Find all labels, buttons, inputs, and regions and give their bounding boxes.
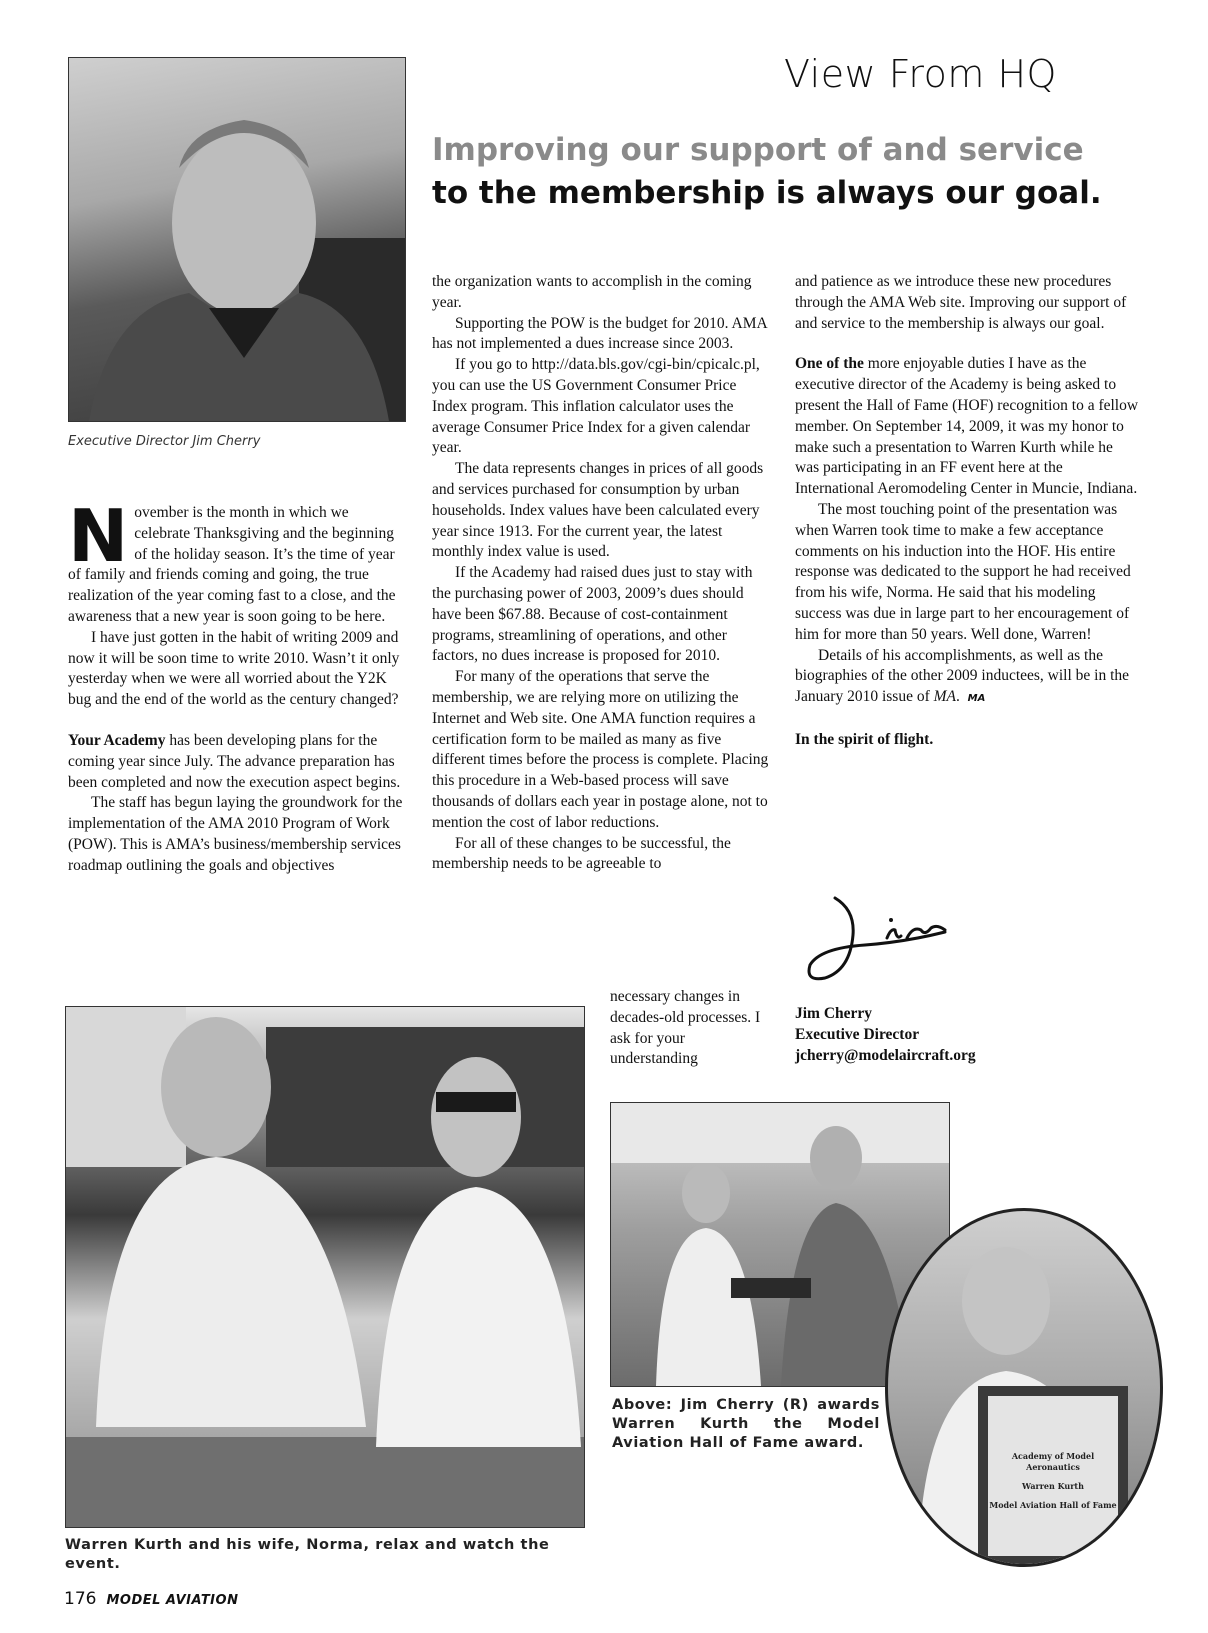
signature-graphic	[795, 890, 985, 990]
col3-p4-text: Details of his accomplishments, as well as the biographies of the other 2009 inductees, will be in the January 2010 issue of	[795, 646, 1130, 706]
col2-paragraph-5: If the Academy had raised dues just to stay with the purchasing power of 2003, 2009’s dues should have been $67.88. Because of cost-containment programs, streamlining of operations, and other factors, no dues increase is proposed for 2010.	[432, 564, 753, 665]
signature-email: jcherry@modelaircraft.org	[795, 1047, 976, 1064]
headline-line1: Improving our support of and service	[432, 132, 1084, 168]
signature-block	[795, 1003, 976, 1066]
col2-paragraph-2: Supporting the POW is the budget for 2010. AMA has not implemented a dues increase since 2003.	[432, 314, 767, 353]
col2-paragraph-3: If you go to http://data.bls.gov/cgi-bin/cpicalc.pl, you can use the US Government Consumer Price Index program. This inflation calculator uses the average Consumer Price Index for a given calendar year.	[432, 356, 760, 457]
col3-lead-in: One of the	[795, 355, 864, 373]
page-number: 176	[64, 1589, 97, 1609]
col3-p4-magazine: MA	[933, 688, 957, 706]
col1-paragraph-3	[68, 731, 404, 793]
col2-paragraph-7: For all of these changes to be successful, the membership needs to be agreeable to	[432, 834, 731, 873]
closing-line: In the spirit of flight.	[795, 730, 934, 748]
col3-paragraph-2	[795, 354, 1140, 500]
col2-paragraph-6: For many of the operations that serve the membership, we are relying more on utilizing the Internet and Web site. One AMA function requires a certification form to be mailed as many as five different times before the process is complete. Placing this procedure in a Web-based process will save thousands of dollars each year in postage alone, not to mention the cost of labor reductions.	[432, 668, 769, 831]
end-mark: MA	[967, 693, 986, 705]
col3-p4-period: .	[956, 688, 960, 706]
section-title: View From HQ	[784, 52, 1057, 96]
article-column-1	[68, 494, 404, 877]
col3-paragraph-2-text: more enjoyable duties I have as the executive director of the Academy is being asked to present the Hall of Fame (HOF) recognition to a fellow member. On September 14, 2009, it was my honor to make such a presentation to Warren Kurth while he was participating in an FF event here at the International Aeromodeling Center in Muncie, Indiana.	[795, 355, 1139, 498]
col3-paragraph-3: The most touching point of the presentation was when Warren took time to make a few acceptance comments on his induction into the HOF. His entire response was dedicated to the support he had received from his wife, Norma. He said that his modeling success was due in large part to her encouragement of him for more than 50 years. Well done, Warren!	[795, 500, 1131, 643]
magazine-name: MODEL AVIATION	[106, 1593, 239, 1608]
col1-lead-in: Your Academy	[68, 731, 166, 749]
col3-paragraph-4	[795, 646, 1140, 710]
portrait-photo	[68, 57, 406, 422]
article-column-2	[432, 272, 772, 875]
signature-title: Executive Director	[795, 1026, 920, 1043]
award-caption: Above: Jim Cherry (R) awards Warren Kurth the Model Aviation Hall of Fame award.	[612, 1397, 880, 1451]
oval-plaque-photo	[885, 1208, 1163, 1567]
col1-paragraph-1: ovember is the month in which we celebrate Thanksgiving and the beginning of the holiday season. It’s the time of year of family and friends coming and going, the true realization of the year coming fast to a close, and the awareness that a new year is soon going to be here.	[68, 504, 396, 625]
col1-paragraph-2: I have just gotten in the habit of writing 2009 and now it will be soon time to write 2010. Wasn’t it only yesterday when we were all worried about the Y2K bug and the end of the world as the century changed?	[68, 628, 400, 709]
article-column-2-tail	[610, 987, 772, 1070]
article-column-3	[795, 272, 1140, 751]
couple-caption: Warren Kurth and his wife, Norma, relax and watch the event.	[65, 1537, 550, 1572]
headline-line2: to the membership is always our goal.	[432, 175, 1102, 211]
drop-cap: N	[68, 494, 129, 578]
plaque-award: Model Aviation Hall of Fame	[989, 1500, 1117, 1510]
page-footer	[64, 1589, 238, 1609]
col1-paragraph-3-text: has been developing plans for the coming year since July. The advance preparation has been completed and now the execution aspect begins.	[68, 731, 401, 791]
signature-name: Jim Cherry	[795, 1005, 873, 1022]
col2-paragraph-1: the organization wants to accomplish in the coming year.	[432, 273, 752, 311]
couple-photo	[65, 1006, 585, 1528]
col2-tail-text: necessary changes in decades-old processes. I ask for your understanding	[610, 988, 761, 1068]
plaque-name: Warren Kurth	[1022, 1481, 1084, 1491]
headline	[432, 129, 1102, 215]
col1-paragraph-4: The staff has begun laying the groundwork for the implementation of the AMA 2010 Program of Work (POW). This is AMA’s business/membership services roadmap outlining the goals and objectives	[68, 794, 403, 874]
plaque-text	[988, 1451, 1118, 1511]
col3-paragraph-1: and patience as we introduce these new procedures through the AMA Web site. Improving our support of and service to the membership is always our goal.	[795, 273, 1127, 332]
plaque-org: Academy of Model Aeronautics	[1011, 1451, 1095, 1472]
col2-paragraph-4: The data represents changes in prices of all goods and services purchased for consumption by urban households. Index values have been calculated every year since 1913. For the current year, the latest monthly index value is used.	[432, 460, 764, 561]
portrait-caption: Executive Director Jim Cherry	[68, 434, 261, 449]
